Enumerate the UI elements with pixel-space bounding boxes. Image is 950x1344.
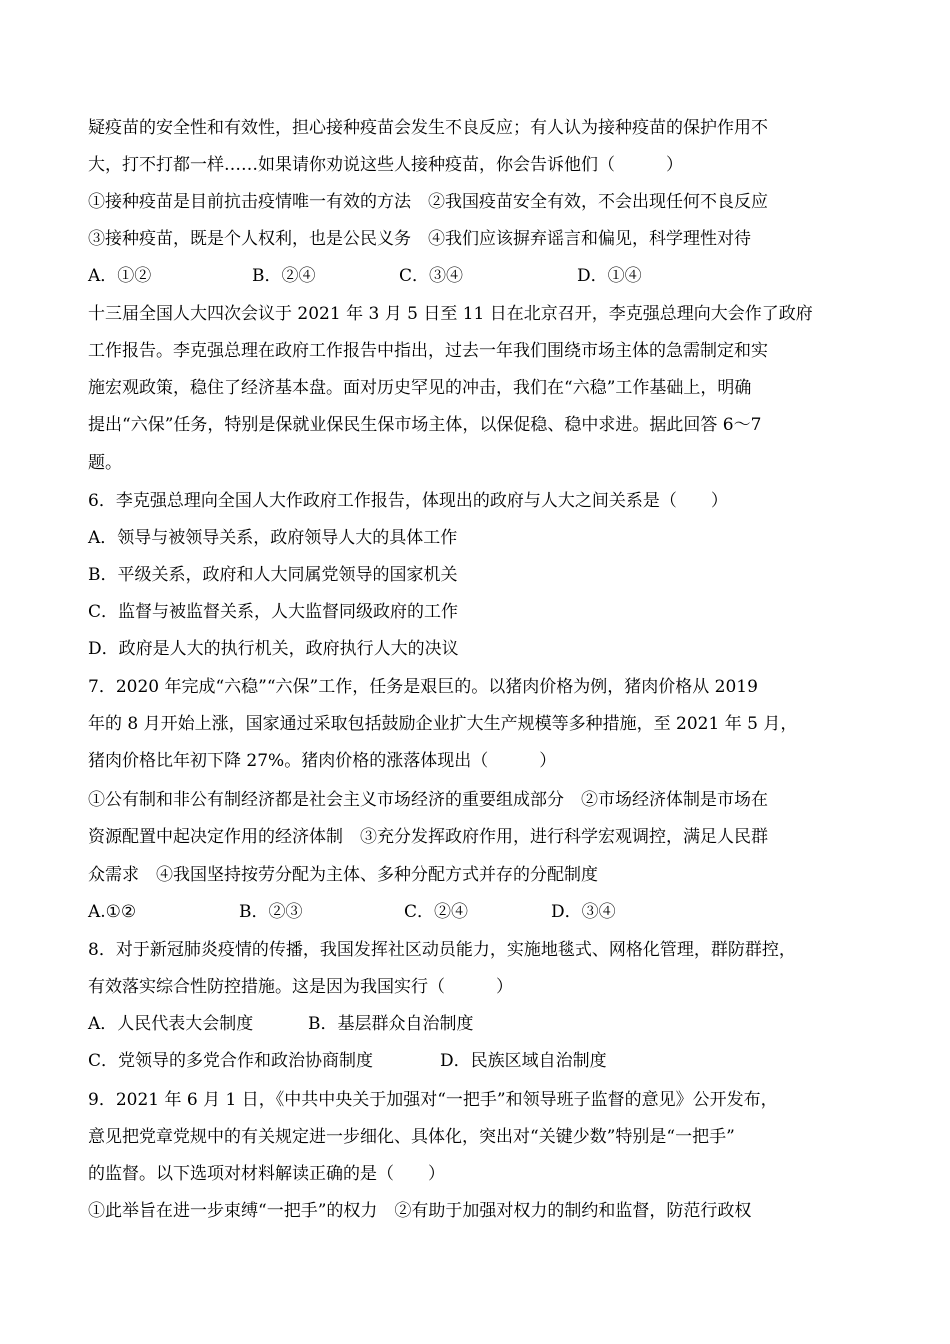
q7-option-d: D．③④ [551, 902, 616, 922]
q5-option-b: B．②④ [252, 266, 316, 286]
q6-option-a: A．领导与被领导关系，政府领导人大的具体工作 [88, 528, 458, 548]
q9-stem-line-2: 意见把党章党规中的有关规定进一步细化、具体化，突出对“关键少数”特别是“一把手” [88, 1127, 735, 1147]
material-line-5: 题。 [88, 453, 122, 473]
q8-option-a: A．人民代表大会制度 [88, 1014, 254, 1034]
q6-option-c: C．监督与被监督关系，人大监督同级政府的工作 [88, 602, 459, 622]
q8-option-d: D．民族区域自治制度 [440, 1051, 607, 1071]
q7-statement-line-3: 众需求 ④我国坚持按劳分配为主体、多种分配方式并存的分配制度 [88, 865, 598, 885]
q6-stem: 6．李克强总理向全国人大作政府工作报告，体现出的政府与人大之间关系是（ ） [88, 491, 728, 511]
q8-option-b: B．基层群众自治制度 [308, 1014, 474, 1034]
q7-option-a: A.①② [88, 902, 137, 922]
q8-options-row-1 [88, 1013, 474, 1035]
q7-option-c: C．②④ [404, 902, 469, 922]
q6-option-b: B．平级关系，政府和人大同属党领导的国家机关 [88, 565, 458, 585]
q8-options-row-2 [88, 1050, 607, 1072]
q5-option-a: A．①② [88, 266, 152, 286]
q8-option-c: C．党领导的多党合作和政治协商制度 [88, 1051, 374, 1071]
q8-stem-line-1: 8．对于新冠肺炎疫情的传播，我国发挥社区动员能力，实施地毯式、网格化管理，群防群控， [88, 940, 796, 960]
q6-option-d: D．政府是人大的执行机关，政府执行人大的决议 [88, 639, 459, 659]
q7-stem-line-2: 年的 8 月开始上涨，国家通过采取包括鼓励企业扩大生产规模等多种措施，至 2021 年 5 月， [88, 714, 798, 734]
q7-options [88, 901, 616, 923]
q8-stem-line-2: 有效落实综合性防控措施。这是因为我国实行（ ） [88, 977, 513, 997]
q9-stem-line-1: 9．2021 年 6 月 1 日，《中共中央关于加强对“一把手”和领导班子监督的意见》公开发布， [88, 1090, 778, 1110]
q5-options [88, 265, 642, 287]
q5-statement-1: ①接种疫苗是目前抗击疫情唯一有效的方法 ②我国疫苗安全有效，不会出现任何不良反应 [88, 192, 768, 212]
material-line-4: 提出“六保”任务，特别是保就业保民生保市场主体，以保促稳、稳中求进。据此回答 6～7 [88, 415, 762, 435]
q7-option-b: B．②③ [239, 902, 303, 922]
q5-option-d: D．①④ [577, 266, 642, 286]
q7-statement-line-1: ①公有制和非公有制经济都是社会主义市场经济的重要组成部分 ②市场经济体制是市场在 [88, 790, 768, 810]
q5-stem-line-2: 大，打不打都一样……如果请你劝说这些人接种疫苗，你会告诉他们（ ） [88, 155, 683, 175]
q7-stem-line-1: 7．2020 年完成“六稳”“六保”工作，任务是艰巨的。以猪肉价格为例，猪肉价格从 2019 [88, 677, 758, 697]
q7-statement-line-2: 资源配置中起决定作用的经济体制 ③充分发挥政府作用，进行科学宏观调控，满足人民群 [88, 827, 768, 847]
q9-stem-line-3: 的监督。以下选项对材料解读正确的是（ ） [88, 1164, 445, 1184]
q7-stem-line-3: 猪肉价格比年初下降 27%。猪肉价格的涨落体现出（ ） [88, 751, 557, 771]
q5-option-c: C．③④ [399, 266, 464, 286]
q5-stem-line-1: 疑疫苗的安全性和有效性，担心接种疫苗会发生不良反应；有人认为接种疫苗的保护作用不 [88, 118, 768, 138]
q5-statement-2: ③接种疫苗，既是个人权利，也是公民义务 ④我们应该摒弃谣言和偏见，科学理性对待 [88, 229, 751, 249]
q9-statement-line-1: ①此举旨在进一步束缚“一把手”的权力 ②有助于加强对权力的制约和监督，防范行政权 [88, 1201, 752, 1221]
material-line-2: 工作报告。李克强总理在政府工作报告中指出，过去一年我们围绕市场主体的急需制定和实 [88, 341, 768, 361]
material-line-3: 施宏观政策，稳住了经济基本盘。面对历史罕见的冲击，我们在“六稳”工作基础上，明确 [88, 378, 752, 398]
material-line-1: 十三届全国人大四次会议于 2021 年 3 月 5 日至 11 日在北京召开，李克强总理向大会作了政府 [88, 304, 813, 324]
